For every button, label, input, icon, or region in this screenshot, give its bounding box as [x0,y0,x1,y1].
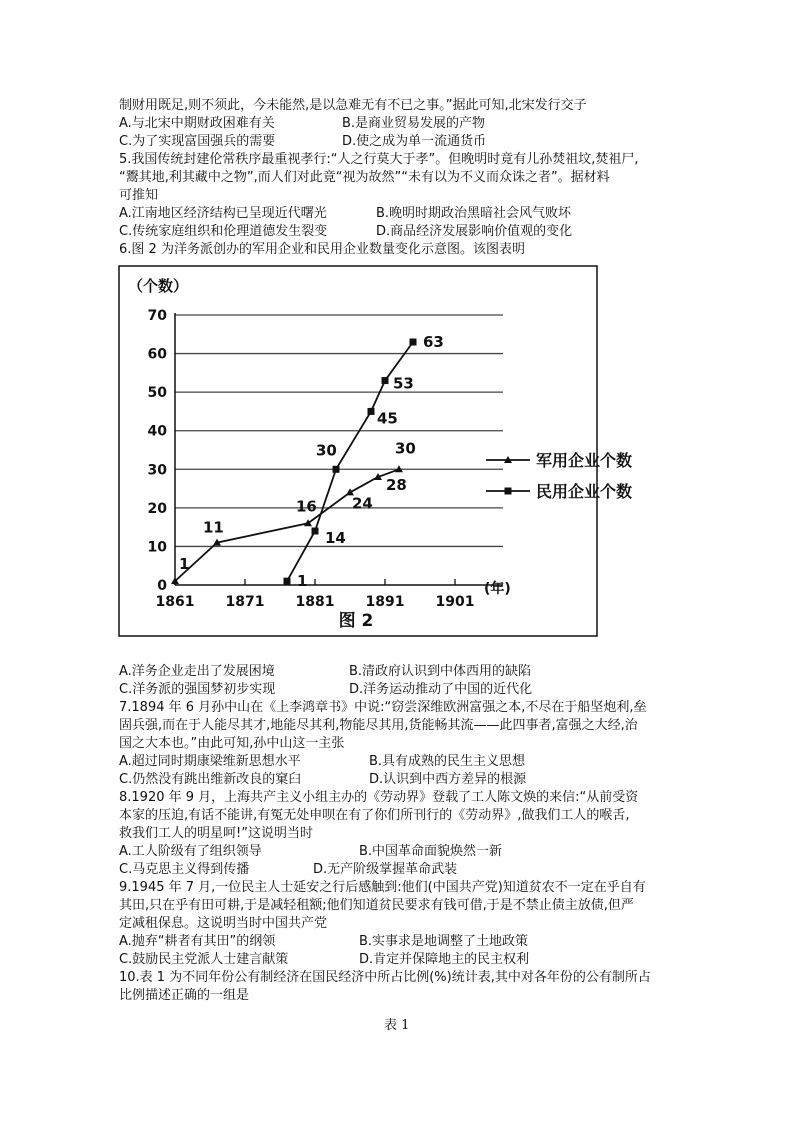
chart-svg [118,265,633,640]
option-6a: A.洋务企业走出了发展困境 [119,664,275,679]
question-8-stem-line1: 8.1920 年 9 月，上海共产主义小组主办的《劳动界》登载了工人陈文焕的来信:“从前受资 [119,790,639,805]
point-square-1891 [382,377,389,384]
y-tick-label-30: 30 [147,462,167,479]
option-8a: A.工人阶级有了组织领导 [119,844,262,859]
option-7b: B.具有成熟的民生主义思想 [369,754,526,769]
figure-2-chart [118,265,633,640]
question-7-stem-line1: 7.1894 年 6 月孙中山在《上李鸿章书》中说:“窃尝深维欧洲富强之本,不尽在于船坚炮利,垒 [119,700,647,715]
legend-label-2: 民用企业个数 [536,482,633,501]
y-tick-label-70: 70 [147,308,167,324]
option-4b: B.是商业贸易发展的产物 [342,116,486,131]
data-label-2-1877: 1 [297,572,308,591]
x-unit-label: (年) [484,581,511,597]
data-label-1-1890: 28 [386,476,407,494]
point-square-1877 [284,578,291,585]
question-7-stem-line3: 国之大本也。”由此可知,孙中山这一主张 [119,736,345,751]
option-9b: B.实事求是地调整了土地政策 [359,934,529,949]
question-6-stem: 6.图 2 为洋务派创办的军用企业和民用企业数量变化示意图。该图表明 [119,242,525,257]
data-label-2-1889: 45 [377,409,398,428]
data-label-1-1861: 1 [179,555,190,574]
table-1-caption: 表 1 [384,1018,410,1033]
option-5b: B.晚明时期政治黑暗社会风气败坏 [376,206,572,221]
question-5-stem-line3: 可推知 [119,188,159,203]
option-6d: D.洋务运动推动了中国的近代化 [349,682,533,697]
question-5-stem-line1: 5.我国传统封建伦常秩序最重视孝行:“人之行莫大于孝”。但晚明时竟有儿孙焚祖坟,焚祖尸, [119,152,639,167]
option-5a: A.江南地区经济结构已呈现近代曙光 [119,206,327,221]
question-4-stem-end: 制财用既足,则不须此，今未能然,是以急难无有不已之事。”据此可知,北宋发行交子 [119,98,587,113]
y-tick-label-50: 50 [147,385,167,402]
legend-marker-square [505,488,512,495]
point-square-1895 [410,339,417,346]
question-7-stem-line2: 固兵强,而在于人能尽其才,地能尽其利,物能尽其用,货能畅其流——此四事者,富强之大经,治 [119,718,638,733]
question-8-stem-line2: 本家的压迫,有话不能讲,有冤无处申呗在有了你们所刊行的《劳动界》,做我们工人的喉舌, [119,808,630,823]
option-8b: B.中国革命面貌焕然一新 [359,844,503,859]
option-8c: C.马克思主义得到传播 [119,862,250,877]
x-tick-label-1871: 1871 [225,594,265,610]
legend-label-1: 军用企业个数 [536,451,633,470]
option-6b: B.清政府认识到中体西用的缺陷 [349,664,532,679]
y-tick-label-0: 0 [157,578,167,594]
x-tick-label-1861: 1861 [155,594,195,610]
y-tick-label-60: 60 [147,346,167,363]
figure-caption: 图 2 [338,611,374,631]
data-label-2-1895: 63 [423,333,444,351]
y-unit-label: （个数） [128,277,189,295]
y-tick-label-40: 40 [147,423,167,440]
option-4a: A.与北宋中期财政困难有关 [119,116,275,131]
x-tick-label-1891: 1891 [365,594,405,610]
option-9a: A.抛弃“耕者有其田”的纲领 [119,934,276,949]
x-tick-label-1881: 1881 [295,594,335,610]
point-square-1884 [333,466,340,473]
data-label-1-1880: 16 [296,497,317,516]
data-label-2-1884: 30 [316,441,337,460]
question-10-stem-line2: 比例描述正确的一组是 [119,988,250,1003]
chart-frame [119,266,597,636]
option-4c: C.为了实现富国强兵的需要 [119,134,276,149]
data-label-1-1893: 30 [395,439,416,458]
point-square-1889 [368,408,375,415]
option-7d: D.认识到中西方差异的根源 [369,772,527,787]
option-5d: D.商品经济发展影响价值观的变化 [376,224,573,239]
point-square-1881 [312,528,319,535]
option-5c: C.传统家庭组织和伦理道德发生裂变 [119,224,328,239]
question-9-stem-line2: 其田,只在乎有田可耕,于是减轻租额;他们知道贫民要求有钱可借,于是不禁止债主放债,但严 [119,898,634,913]
question-9-stem-line1: 9.1945 年 7 月,一位民主人士延安之行后感触到:他们(中国共产党)知道贫农不一定在乎自有 [119,880,646,895]
option-7c: C.仍然没有跳出维新改良的窠臼 [119,772,302,787]
option-4d: D.使之成为单一流通货币 [342,134,487,149]
question-9-stem-line3: 定减租保息。这说明当时中国共产党 [119,916,328,931]
y-tick-label-10: 10 [147,539,167,556]
question-10-stem-line1: 10.表 1 为不同年份公有制经济在国民经济中所占比例(%)统计表,其中对各年份的公有制所占 [119,970,651,985]
question-8-stem-line3: 救我们工人的明星呵!”这说明当时 [119,826,313,841]
option-9d: D.肯定并保障地主的民主权利 [359,952,530,967]
data-label-2-1881: 14 [325,529,346,547]
option-7a: A.超过同时期康梁维新思想水平 [119,754,301,769]
data-label-1-1886: 24 [352,494,373,513]
option-6c: C.洋务派的强国梦初步实现 [119,682,276,697]
question-5-stem-line2: “鬻其地,利其藏中之物”,而人们对此竟“视为故然”“未有以为不义而众诛之者”。据材料 [119,170,610,185]
data-label-2-1891: 53 [393,374,414,393]
y-tick-label-20: 20 [147,500,167,517]
option-9c: C.鼓励民主党派人士建言献策 [119,952,289,967]
data-label-1-1867: 11 [203,518,224,537]
option-8d: D.无产阶级掌握革命武装 [313,862,458,877]
x-tick-label-1901: 1901 [435,594,475,610]
